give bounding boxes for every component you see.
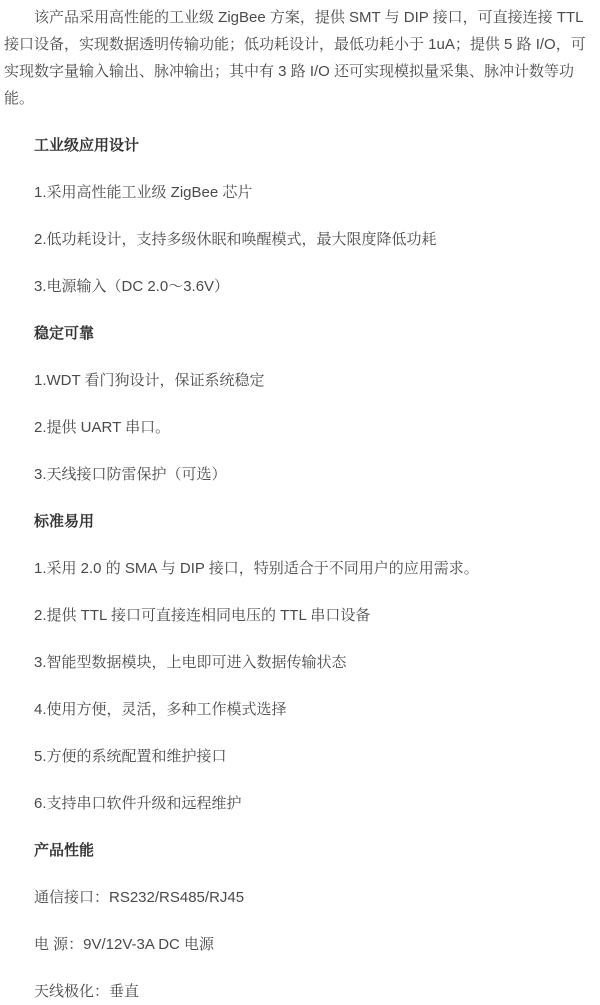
feature-item: 4.使用方便，灵活，多种工作模式选择 — [34, 701, 287, 718]
spec-item-antenna-polarization: 天线极化：垂直 — [34, 983, 140, 1000]
section-heading-stable-reliable: 稳定可靠 — [34, 325, 95, 342]
spec-item-power: 电 源：9V/12V-3A DC 电源 — [34, 936, 215, 953]
feature-item: 3.智能型数据模块，上电即可进入数据传输状态 — [34, 654, 347, 671]
feature-item: 3.电源输入（DC 2.0～3.6V） — [34, 278, 230, 295]
intro-paragraph: 该产品采用高性能的工业级 ZigBee 方案，提供 SMT 与 DIP 接口，可直接连接 TTL 接口设备，实现数据透明传输功能；低功耗设计，最低功耗小于 1uA；提供 5 路 I/O，可实现数字量输入输出、脉冲输出；其中有 3 路 I/O 还可实现模拟量采集、脉冲计数等功能。 — [4, 9, 586, 107]
feature-item: 2.低功耗设计，支持多级休眠和唤醒模式，最大限度降低功耗 — [34, 231, 437, 248]
spec-item-comm-interface: 通信接口：RS232/RS485/RJ45 — [34, 889, 245, 906]
feature-item: 1.采用高性能工业级 ZigBee 芯片 — [34, 184, 253, 201]
feature-item: 3.天线接口防雷保护（可选） — [34, 466, 227, 483]
feature-item: 2.提供 UART 串口。 — [34, 419, 171, 436]
feature-item: 6.支持串口软件升级和远程维护 — [34, 795, 242, 812]
feature-item: 1.采用 2.0 的 SMA 与 DIP 接口，特别适合于不同用户的应用需求。 — [34, 560, 479, 577]
product-description-document — [4, 4, 596, 1005]
section-heading-standard-easy: 标准易用 — [34, 513, 95, 530]
feature-item: 2.提供 TTL 接口可直接连相同电压的 TTL 串口设备 — [34, 607, 371, 624]
section-heading-product-performance: 产品性能 — [34, 842, 95, 859]
feature-item: 5.方便的系统配置和维护接口 — [34, 748, 227, 765]
section-heading-industrial-design: 工业级应用设计 — [34, 137, 140, 154]
feature-item: 1.WDT 看门狗设计，保证系统稳定 — [34, 372, 265, 389]
